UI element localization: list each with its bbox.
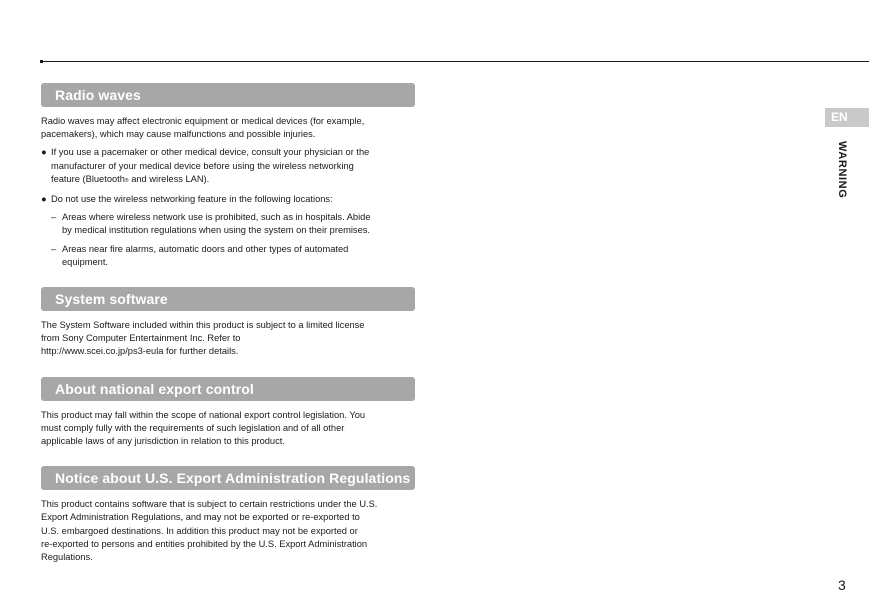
- text-line: from Sony Computer Entertainment Inc. Refer to: [41, 333, 241, 344]
- paragraph: [41, 498, 415, 564]
- section-system-software: [41, 287, 415, 359]
- section-export-control: [41, 377, 415, 449]
- language-tab: EN: [825, 108, 869, 127]
- dash-item: [41, 211, 415, 237]
- bullet-icon: ●: [41, 147, 47, 158]
- section-gap: [41, 269, 415, 287]
- top-rule: [40, 61, 869, 62]
- section-title: Radio waves: [55, 87, 141, 103]
- content-column: [41, 83, 415, 564]
- text-line: U.S. embargoed destinations. In addition this product may not be exported or: [41, 525, 358, 536]
- section-header-radio-waves: [41, 83, 415, 107]
- section-radio-waves: [41, 83, 415, 269]
- page-number: 3: [838, 577, 846, 593]
- section-header-system-software: [41, 287, 415, 311]
- text-line: If you use a pacemaker or other medical device, consult your physician or the: [51, 147, 370, 158]
- section-gap: [41, 359, 415, 377]
- text-line: http://www.scei.co.jp/ps3-eula for further details.: [41, 346, 239, 357]
- section-header-us-export: [41, 466, 415, 490]
- dash-icon: –: [51, 243, 57, 254]
- section-gap: [41, 448, 415, 466]
- text-line: This product may fall within the scope of national export control legislation. You: [41, 409, 366, 420]
- text-line: and wireless LAN).: [128, 173, 210, 184]
- section-title: System software: [55, 291, 168, 308]
- dash-icon: –: [51, 212, 57, 223]
- text-line: This product contains software that is subject to certain restrictions under the U.S.: [41, 499, 378, 510]
- bullet-icon: ●: [41, 194, 47, 205]
- text-line: manufacturer of your medical device before using the wireless networking: [51, 160, 354, 171]
- section-us-export: [41, 466, 415, 564]
- text-line: applicable laws of any jurisdiction in relation to this product.: [41, 436, 285, 447]
- bullet-item: [41, 193, 415, 206]
- text-line: by medical institution regulations when using the system on their premises.: [62, 225, 370, 236]
- registered-mark: ®: [124, 177, 129, 184]
- bullet-item: [41, 146, 415, 188]
- paragraph: [41, 409, 415, 449]
- text-line: equipment.: [62, 256, 108, 267]
- text-line: feature (Bluetooth: [51, 173, 125, 184]
- paragraph: [41, 115, 415, 141]
- text-line: Areas near fire alarms, automatic doors and other types of automated: [62, 243, 349, 254]
- paragraph: [41, 319, 415, 359]
- text-line: Do not use the wireless networking feature in the following locations:: [51, 194, 333, 205]
- text-line: Radio waves may affect electronic equipment or medical devices (for example,: [41, 116, 365, 126]
- section-title: About national export control: [55, 380, 254, 397]
- text-line: re-exported to persons and entities prohibited by the U.S. Export Administration: [41, 538, 368, 549]
- section-title: Notice about U.S. Export Administration Regulations: [55, 470, 411, 487]
- dash-item: [41, 243, 415, 269]
- text-line: pacemakers), which may cause malfunctions and possible injuries.: [41, 129, 316, 140]
- chapter-side-label: WARNING: [836, 141, 848, 199]
- text-line: Export Administration Regulations, and may not be exported or re-exported to: [41, 512, 360, 523]
- text-line: Regulations.: [41, 552, 93, 563]
- text-line: must comply fully with the requirements of such legislation and of all other: [41, 422, 345, 433]
- text-line: The System Software included within this product is subject to a limited license: [41, 320, 365, 331]
- text-line: Areas where wireless network use is prohibited, such as in hospitals. Abide: [62, 212, 371, 223]
- section-header-export-control: [41, 377, 415, 401]
